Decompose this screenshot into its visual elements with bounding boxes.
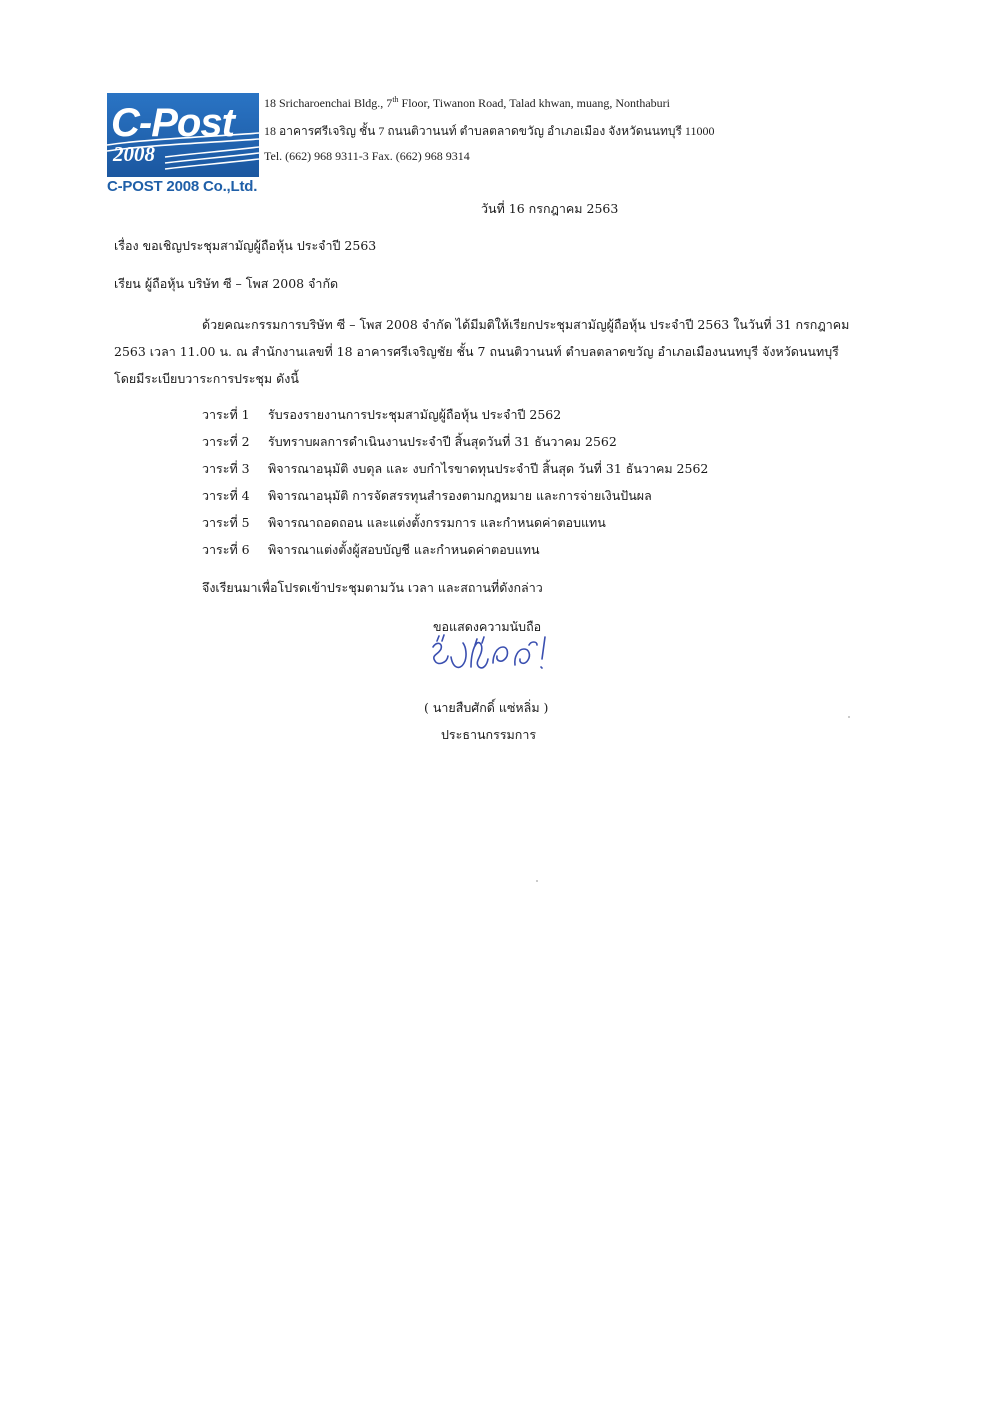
- agenda-item: [202, 540, 540, 560]
- company-name: C-POST 2008 Co.,Ltd.: [107, 178, 258, 195]
- agenda-text: รับรองรายงานการประชุมสามัญผู้ถือหุ้น ประจำปี 2562: [268, 407, 562, 422]
- agenda-number: วาระที่ 4: [202, 488, 250, 503]
- agenda-item: [202, 432, 617, 452]
- agenda-item: [202, 513, 606, 533]
- signature-graphic: [425, 633, 565, 693]
- agenda-text: พิจารณาอนุมัติ การจัดสรรทุนสำรองตามกฎหมาย และการจ่ายเงินปันผล: [268, 488, 652, 503]
- scan-speck: [848, 716, 850, 718]
- handwritten-signature: [425, 633, 565, 693]
- agenda-item: [202, 405, 561, 425]
- letter-recipient: เรียน ผู้ถือหุ้น บริษัท ซี – โพส 2008 จำกัด: [114, 276, 339, 291]
- c-post-logo-graphic: [107, 93, 259, 177]
- svg-text:C-Post: C-Post: [111, 101, 234, 145]
- svg-text:2008: 2008: [113, 142, 155, 166]
- address-floor-suffix: th: [392, 95, 399, 104]
- agenda-number: วาระที่ 5: [202, 515, 250, 530]
- agenda-text: พิจารณาแต่งตั้งผู้สอบบัญชี และกำหนดค่าตอบแทน: [268, 542, 540, 557]
- c-post-logo: [107, 93, 259, 177]
- paragraph-line: 2563 เวลา 11.00 น. ณ สำนักงานเลขที่ 18 อาคารศรีเจริญชัย ชั้น 7 ถนนติวานนท์ ตำบลตลาดขวัญ อำเภอเมืองนนทบุรี จังหวัดนนทบุรี: [114, 344, 839, 359]
- paragraph-line: ด้วยคณะกรรมการบริษัท ซี – โพส 2008 จำกัด ได้มีมติให้เรียกประชุมสามัญผู้ถือหุ้น ประจำปี 2563 ในวันที่ 31 กรกฎาคม: [202, 317, 850, 332]
- agenda-item: [202, 459, 708, 479]
- paragraph-line: โดยมีระเบียบวาระการประชุม ดังนี้: [114, 371, 299, 386]
- agenda-text: พิจารณาถอดถอน และแต่งตั้งกรรมการ และกำหนดค่าตอบแทน: [268, 515, 606, 530]
- signer-name: ( นายสืบศักดิ์ แซ่หลิ่ม ): [424, 700, 549, 715]
- agenda-number: วาระที่ 1: [202, 407, 250, 422]
- agenda-number: วาระที่ 2: [202, 434, 250, 449]
- agenda-text: พิจารณาอนุมัติ งบดุล และ งบกำไรขาดทุนประจำปี สิ้นสุด วันที่ 31 ธันวาคม 2562: [268, 461, 709, 476]
- address-english-rest: Floor, Tiwanon Road, Talad khwan, muang, Nonthaburi: [398, 96, 670, 110]
- agenda-item: [202, 486, 652, 506]
- letter-subject: เรื่อง ขอเชิญประชุมสามัญผู้ถือหุ้น ประจำปี 2563: [114, 238, 377, 253]
- closing-line: จึงเรียนมาเพื่อโปรดเข้าประชุมตามวัน เวลา และสถานที่ดังกล่าว: [202, 580, 543, 595]
- address-english-part: 18 Sricharoenchai Bldg., 7: [264, 96, 393, 110]
- contact-numbers: Tel. (662) 968 9311-3 Fax. (662) 968 9314: [264, 149, 470, 163]
- agenda-text: รับทราบผลการดำเนินงานประจำปี สิ้นสุดวันที่ 31 ธันวาคม 2562: [268, 434, 617, 449]
- scan-speck: [536, 880, 538, 882]
- agenda-number: วาระที่ 6: [202, 542, 250, 557]
- letter-date: วันที่ 16 กรกฎาคม 2563: [481, 201, 619, 216]
- signer-title: ประธานกรรมการ: [441, 727, 537, 742]
- address-english: [264, 95, 670, 111]
- address-thai: 18 อาคารศรีเจริญ ชั้น 7 ถนนติวานนท์ ตำบลตลาดขวัญ อำเภอเมือง จังหวัดนนทบุรี 11000: [264, 124, 715, 138]
- regards-line: ขอแสดงความนับถือ: [433, 619, 542, 634]
- agenda-number: วาระที่ 3: [202, 461, 250, 476]
